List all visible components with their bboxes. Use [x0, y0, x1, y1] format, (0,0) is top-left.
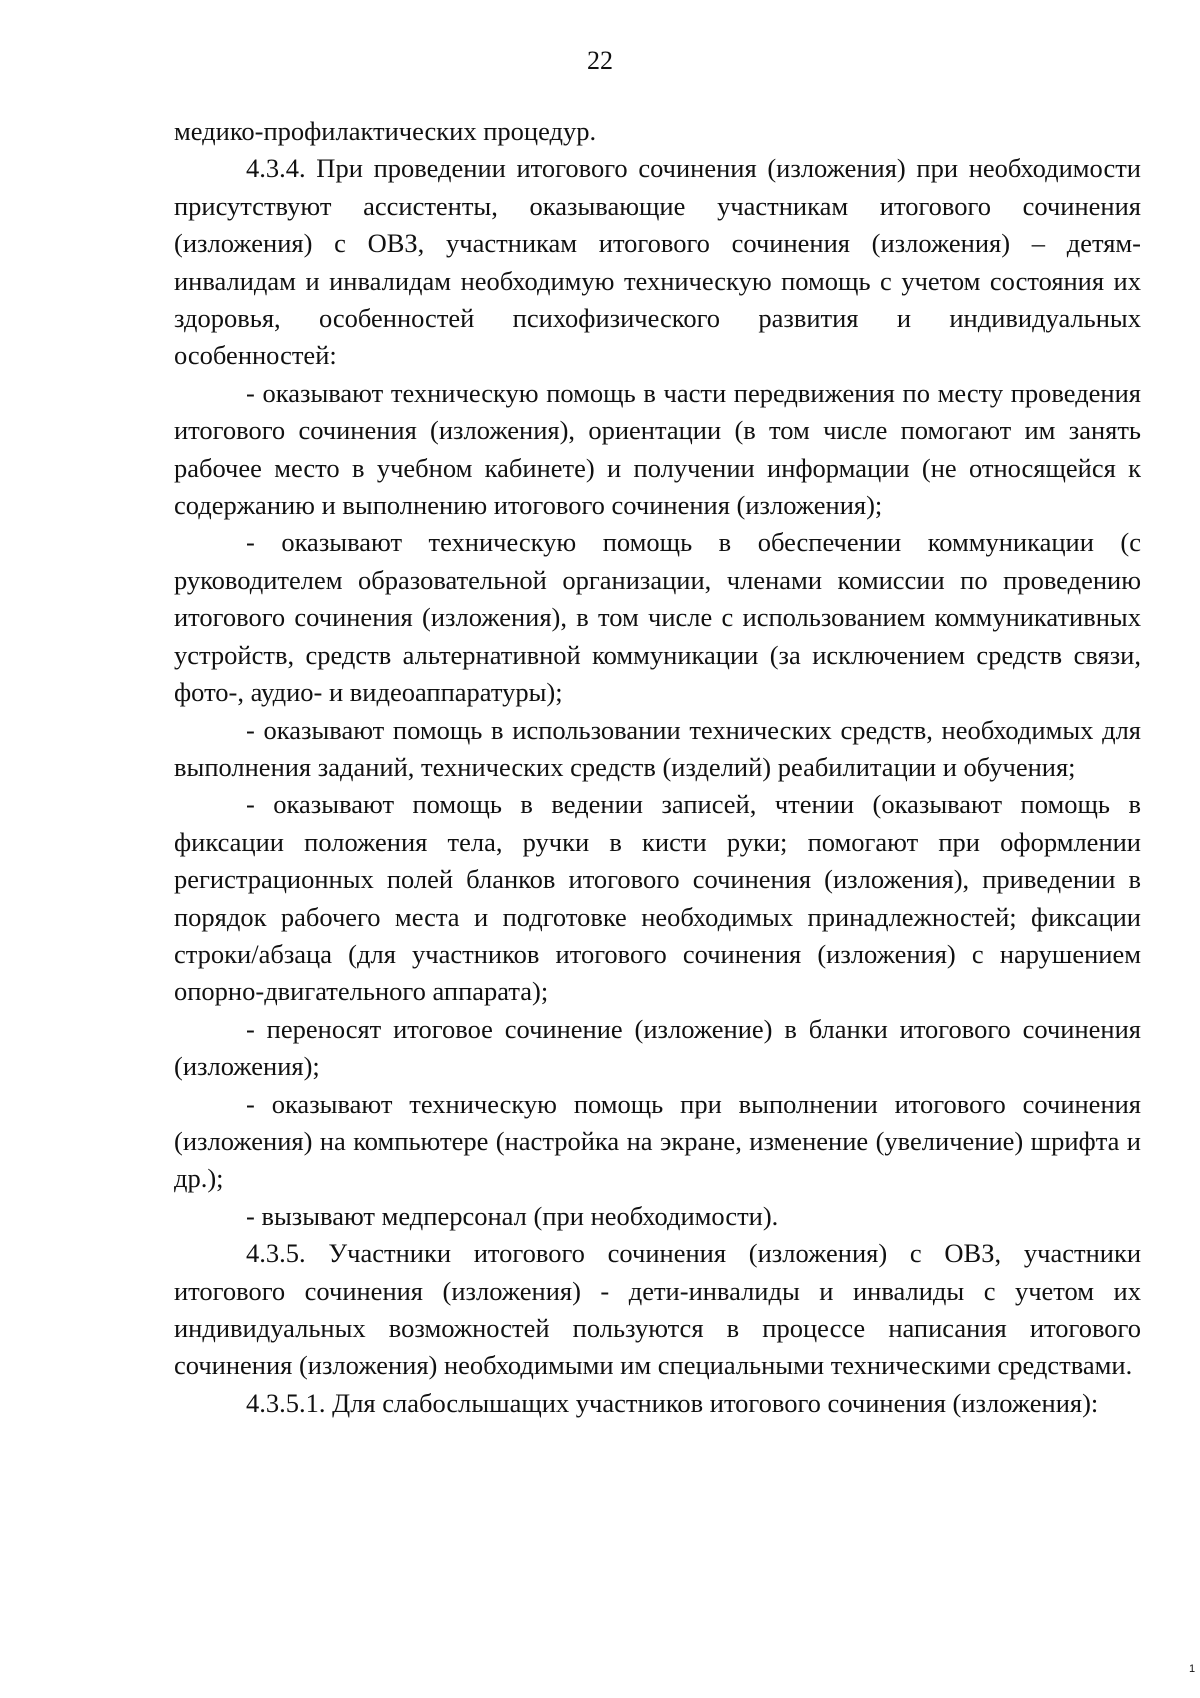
list-item-call-medical-staff: - вызывают медперсонал (при необходимости). — [246, 1200, 779, 1231]
paragraph-4-3-5-1: 4.3.5.1. Для слабослышащих участников итогового сочинения (изложения): — [246, 1387, 1099, 1418]
list-item-technical-means-help: - оказывают помощь в использовании технических средств, необходимых для выполнения заданий, технических средств (изделий) реабилитации и обучения; — [174, 714, 1141, 782]
paragraph-4-3-4: 4.3.4. При проведении итогового сочинения (изложения) при необходимости присутствуют ассистенты, оказывающие участникам итогового сочинения (изложения) с ОВЗ, участникам итогового сочинения (изложения) – детям-инвалидам и инвалидам необходимую техническую помощь с учетом состояния их здоровья, особенностей психофизического развития и индивидуальных особенностей: — [174, 153, 1141, 371]
document-body — [174, 113, 1141, 1422]
list-item-computer-help: - оказывают техническую помощь при выполнении итогового сочинения (изложения) на компьютере (настройка на экране, изменение (увеличение) шрифта и др.); — [174, 1088, 1141, 1194]
list-item-transfer-to-forms: - переносят итоговое сочинение (изложение) в бланки итогового сочинения (изложения); — [174, 1013, 1141, 1082]
list-item-communication-help: - оказывают техническую помощь в обеспечении коммуникации (с руководителем образовательной организации, членами комиссии по проведению итогового сочинения (изложения), в том числе с использованием коммуникативных устройств, средств альтернативной коммуникации (за исключением средств связи, фото-, аудио- и видеоаппаратуры); — [174, 527, 1141, 708]
corner-mark: 1 — [1189, 1663, 1196, 1675]
paragraph-4-3-5: 4.3.5. Участники итогового сочинения (изложения) с ОВЗ, участники итогового сочинения (изложения) - дети-инвалиды и инвалиды с учетом их индивидуальных возможностей пользуются в процессе написания итогового сочинения (изложения) необходимыми им специальными техническими средствами. — [174, 1238, 1141, 1381]
page-number: 22 — [587, 46, 613, 75]
list-item-writing-reading-help: - оказывают помощь в ведении записей, чтении (оказывают помощь в фиксации положения тела, ручки в кисти руки; помогают при оформлении регистрационных полей бланков итогового сочинения (изложения), приведении в порядок рабочего места и подготовке необходимых принадлежностей; фиксации строки/абзаца (для участников итогового сочинения (изложения) с нарушением опорно-двигательного аппарата); — [174, 789, 1141, 1007]
paragraph-continuation: медико-профилактических процедур. — [174, 116, 597, 146]
list-item-movement-help: - оказывают техническую помощь в части передвижения по месту проведения итогового сочинения (изложения), ориентации (в том числе помогают им занять рабочее место в учебном кабинете) и получении информации (не относящейся к содержанию и выполнению итогового сочинения (изложения); — [174, 377, 1141, 521]
